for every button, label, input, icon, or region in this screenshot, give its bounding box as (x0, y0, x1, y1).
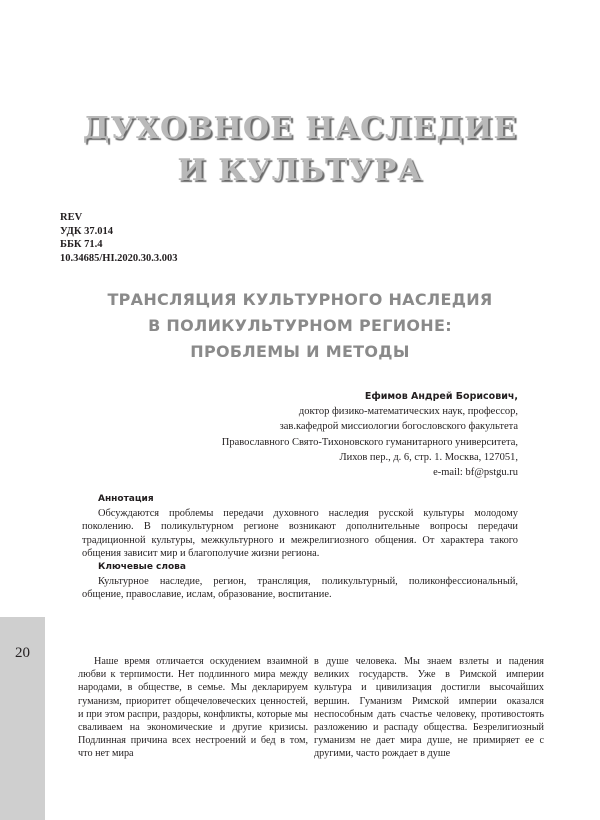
body-column-left (78, 655, 308, 761)
meta-doi: 10.34685/HI.2020.30.3.003 (60, 252, 178, 264)
author-degree: доктор физико-математических наук, профессор, (298, 406, 518, 418)
meta-bbk: ББК 71.4 (60, 239, 103, 250)
abstract-text: Обсуждаются проблемы передачи духовного наследия русской культуры молодому поколению. В поликультурном регионе возникают дополнительные вопросы передачи традиционной культуры, межкультурного и межрелигиозного общения. От характера такого общения зависит мир и благополучие жизни региона. (82, 507, 518, 560)
author-address: Лихов пер., д. 6, стр. 1. Москва, 127051, (339, 451, 518, 463)
meta-udk: УДК 37.014 (60, 225, 113, 237)
article-title-line-1: ТРАНСЛЯЦИЯ КУЛЬТУРНОГО НАСЛЕДИЯ (107, 290, 493, 309)
section-title-line-1: ДУХОВНОЕ НАСЛЕДИЕ (82, 111, 518, 146)
article-title-line-3: ПРОБЛЕМЫ И МЕТОДЫ (190, 342, 410, 361)
body-text-left: Наше время отличается оскудением взаимной любви к терпимости. Нет подлинного мира между народами, в обществе, в семье. Мы декларируем гуманизм, приоритет общечеловеческих ценностей, и при этом распри, раздоры, конфликты, которые мы сваливаем на экономические и другие кризисы. Подлинная причина всех нестроений и бед в том, что нет мира (78, 656, 308, 760)
author-email: e-mail: bf@pstgu.ru (433, 467, 518, 479)
meta-rev: REV (60, 212, 83, 223)
section-title-line-2: И КУЛЬТУРА (177, 153, 423, 188)
body-text-right: в душе человека. Мы знаем взлеты и падения великих государств. Уже в Римской империи культура и цивилизация достигли высочайших вершин. Гуманизм Римской империи оказался неспособным дать счастье человеку, противостоять разложению и распаду общества. Безрелигиозный гуманизм не дает мира душе, не примиряет ее с другими, часто рождает в душе (314, 656, 544, 760)
abstract-heading: Аннотация (98, 494, 154, 504)
section-title (0, 108, 600, 192)
author-name: Ефимов Андрей Борисович, (364, 391, 518, 402)
author-position: зав.кафедрой миссиологии богословского факультета (279, 421, 518, 433)
abstract-block (82, 493, 518, 602)
bibliographic-codes (60, 211, 178, 265)
article-title-line-2: В ПОЛИКУЛЬТУРНОМ РЕГИОНЕ: (148, 316, 452, 335)
article-title (0, 287, 600, 365)
keywords-heading: Ключевые слова (98, 561, 186, 572)
author-university: Православного Свято-Тихоновского гуманитарного университета, (221, 436, 518, 448)
author-block (222, 389, 518, 480)
page-number: 20 (15, 645, 30, 661)
keywords-text: Культурное наследие, регион, трансляция, поликультурный, поликонфессиональный, общение, православие, ислам, образование, воспитание. (82, 575, 518, 601)
body-column-right (314, 655, 544, 761)
